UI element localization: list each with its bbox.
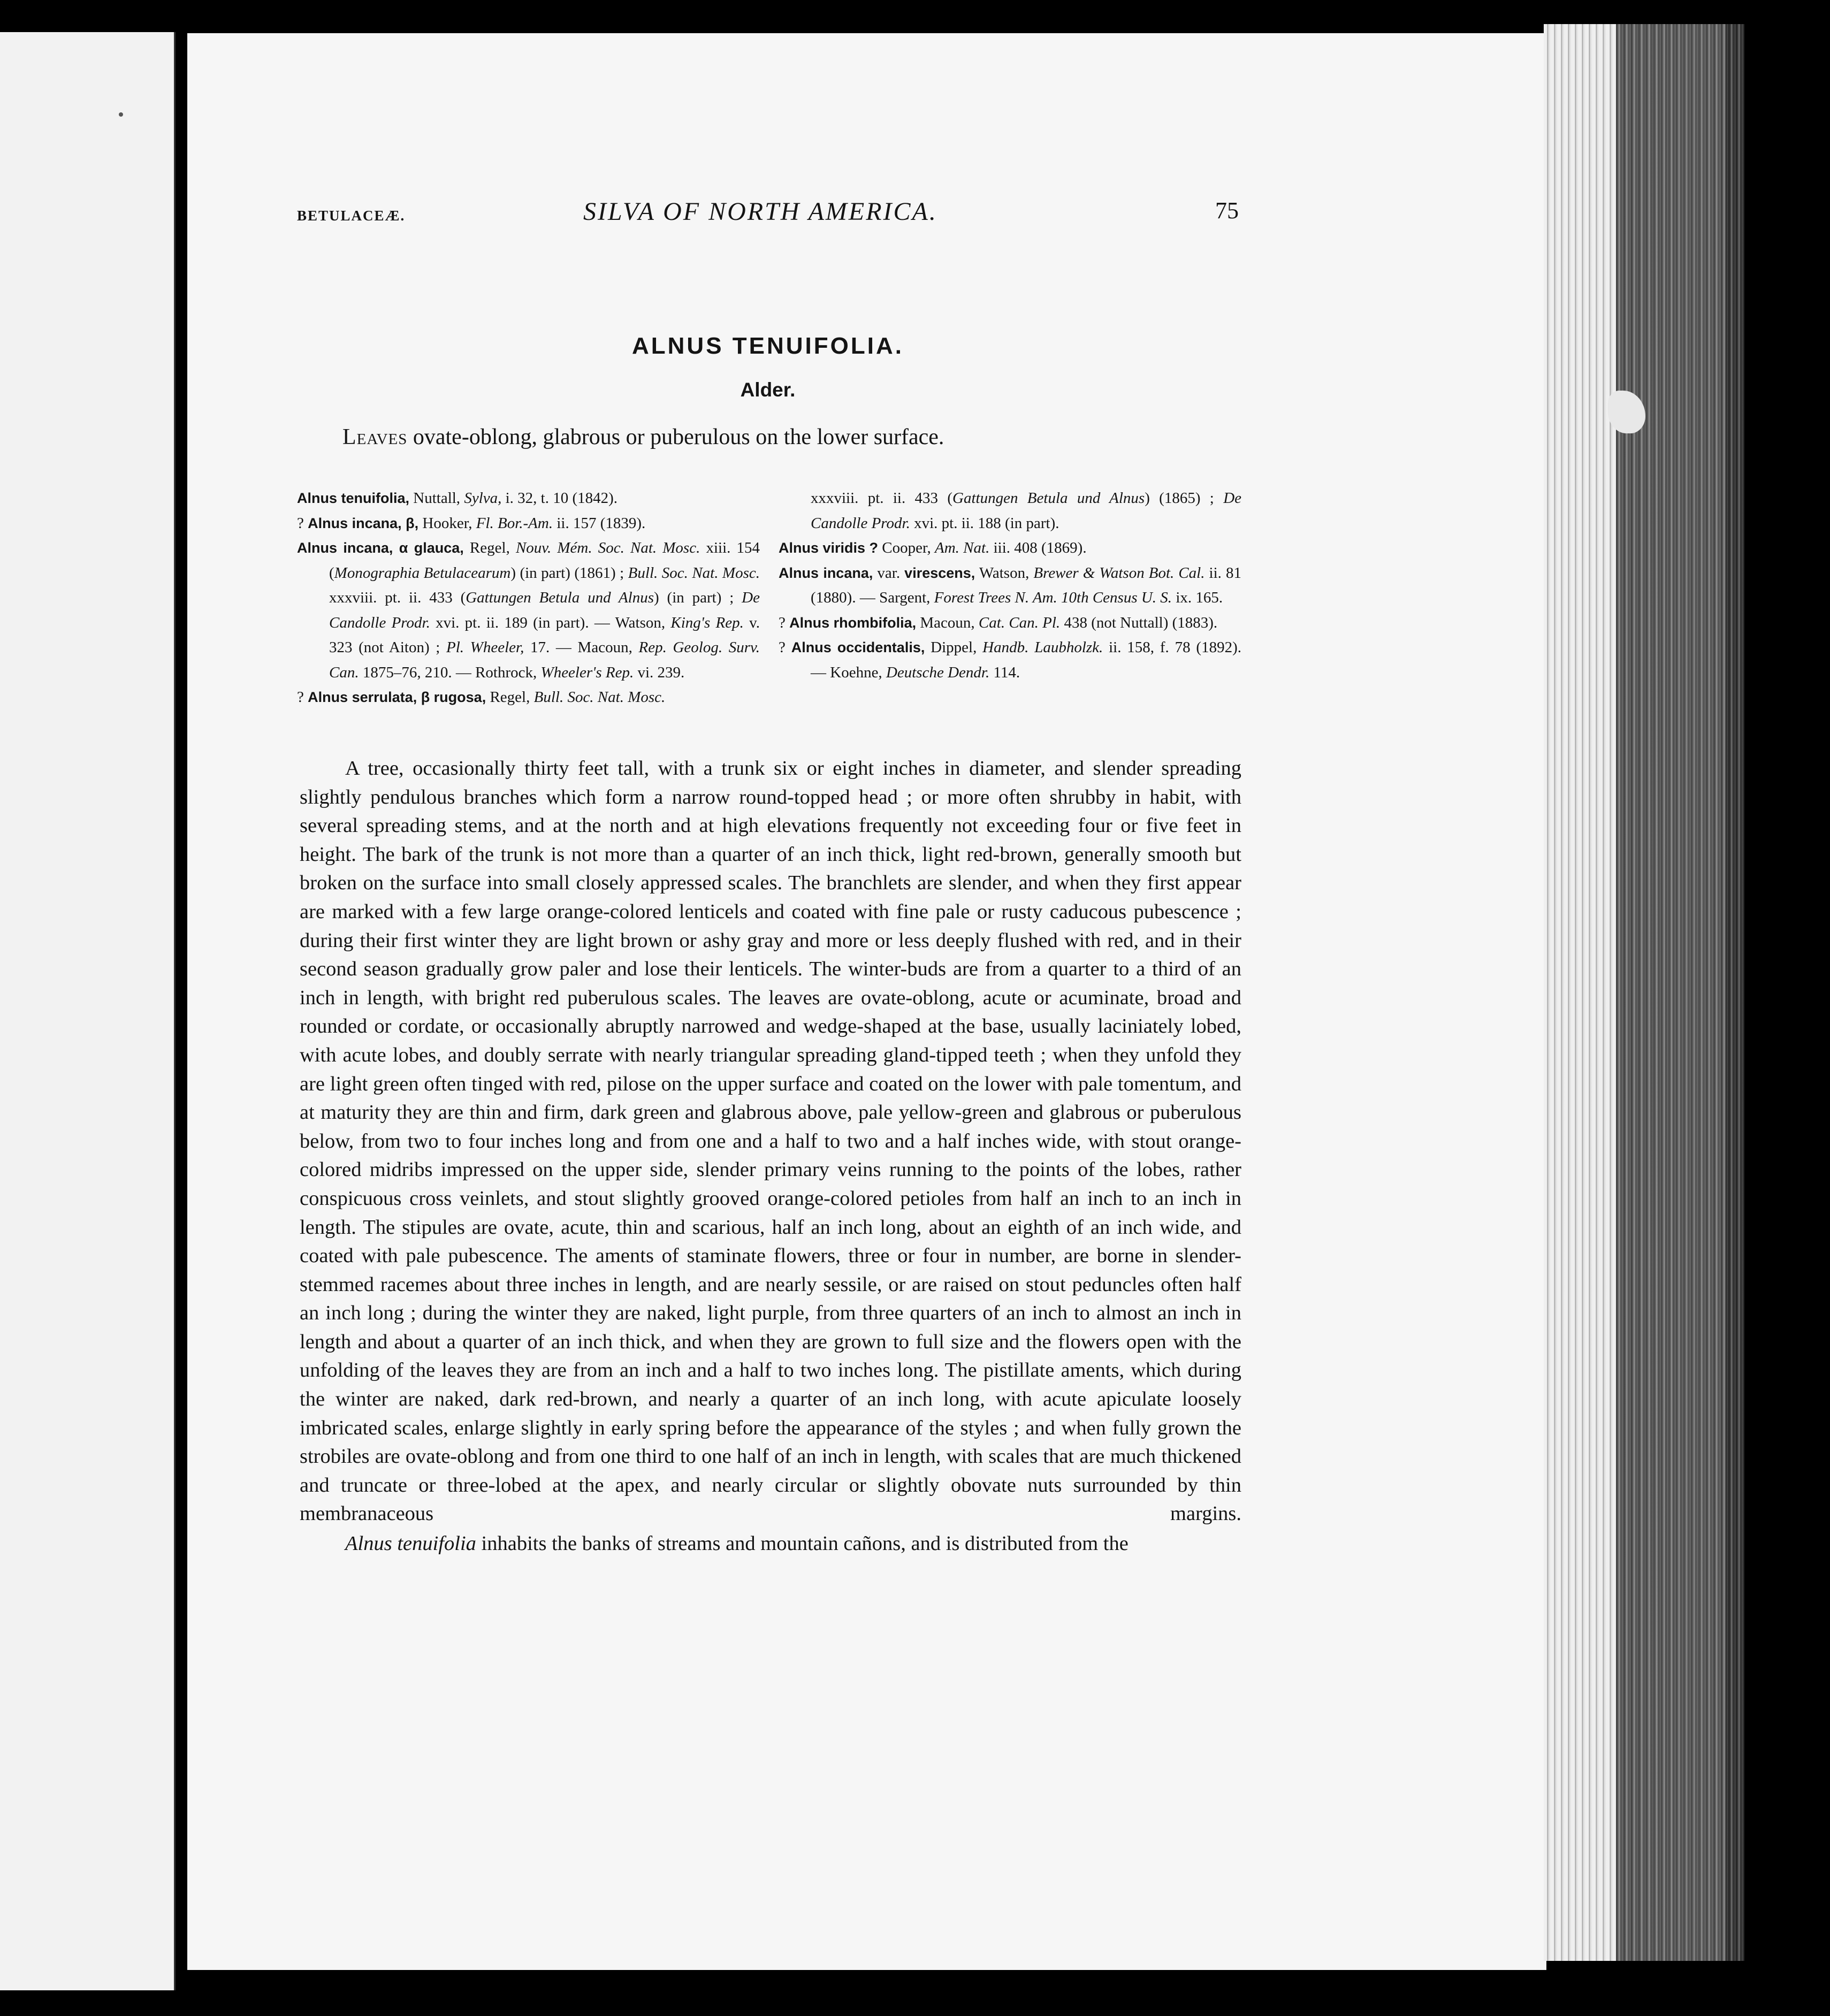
syn-ref: ) (in part) ; [654,589,742,606]
syn-ref: xiii. 154 ( [329,539,760,582]
syn-work: Fl. Bor.-Am. [476,514,553,532]
syn-work: Monographia Betulacearum [334,564,511,582]
syn-ref: xxxviii. pt. ii. 433 ( [329,589,466,606]
syn-ref: Nuttall, [409,490,464,507]
syn-query: ? [779,639,791,656]
facing-page-edge [0,32,176,1990]
syn-work: Nouv. Mém. Soc. Nat. Mosc. [515,539,700,556]
syn-ref: ii. 158, f. 78 (1892). — Koehne, [811,639,1241,681]
syn-ref: 17. — Macoun, [524,639,639,656]
syn-ref: v. 323 (not Aiton) ; [329,614,760,656]
syn-work: Deutsche Dendr. [886,663,990,681]
synonym-entry [779,635,1241,685]
species-name-italic: Alnus tenuifolia [345,1532,476,1555]
syn-work: Gattungen Betula und Alnus [466,589,654,606]
synonym-entry [779,561,1241,610]
synonym-entry [297,486,760,511]
page-speck [119,112,123,117]
syn-ref: Dippel, [925,639,983,656]
syn-query: ? [297,514,308,532]
syn-work: Am. Nat. [935,539,990,556]
syn-query: ? [779,614,790,631]
description-paragraph: A tree, occasionally thirty feet tall, with a trunk six or eight inches in diameter, and slender spreading slightly pendulous branches which form a narrow round-topped head ; or more often shrubby in habit, with several spreading stems, and at the north and at high elevations frequently not exceeding four or five feet in height. The bark of the trunk is not more than a quarter of an inch thick, light red-brown, generally smooth but broken on the surface into small closely appressed scales. The branchlets are slender, and when they first appear are marked with a few large orange-colored lenticels and coated with fine pale or rusty caducous pubescence ; during their first winter they are light brown or ashy gray and more or less deeply flushed with red, and in their second season gradually grow paler and lose their lenticels. The winter-buds are from a quarter to a third of an inch in length, with bright red puberulous scales. The leaves are ovate-oblong, acute or acuminate, broad and rounded or cordate, or occasionally abruptly narrowed and wedge-shaped at the base, usually laciniately lobed, with acute lobes, and doubly serrate with nearly triangular spreading gland-tipped teeth ; when they unfold they are light green often tinged with red, pilose on the upper surface and coated on the lower with pale tomentum, and at maturity they are thin and firm, dark green and glabrous above, pale yellow-green and glabrous or puberulous below, from two to four inches long and from one and a half to two and a half inches wide, with stout orange-colored midribs impressed on the upper side, slender primary veins running to the points of the lobes, rather conspicuous cross veinlets, and stout slightly grooved orange-colored petioles from half an inch to an inch in length. The stipules are ovate, acute, thin and scarious, half an inch long, about an eighth of an inch wide, and coated with pale pubescence. The aments of staminate flowers, three or four in number, are borne in slender-stemmed racemes about three inches in length, and are nearly sessile, or are raised on stout peduncles often half an inch long ; during the winter they are naked, light purple, from three quarters of an inch to almost an inch in length and about a quarter of an inch thick, and when they are grown to full size and the flowers open with the unfolding of the leaves they are from an inch and a half to two inches long. The pistillate aments, which during the winter are naked, dark red-brown, and nearly a quarter of an inch long, with acute apiculate loosely imbricated scales, enlarge slightly in early spring before the appearance of the styles ; and when fully grown the strobiles are ovate-oblong and from one third to one half of an inch in length, with scales that are much thickened and truncate or three-lobed at the apex, and nearly circular or slightly obovate nuts surrounded by thin membranaceous margins. [300,757,1241,1525]
syn-ref: ) (in part) (1861) ; [510,564,628,582]
syn-ref: ix. 165. [1172,589,1223,606]
syn-work: De Candolle Prodr. [811,490,1242,532]
syn-ref: iii. 408 (1869). [989,539,1087,556]
syn-ref: Regel, [463,539,516,556]
key-lead: Leaves [342,425,408,449]
synonymy-left-column [297,486,760,710]
running-head-family: BETULACEÆ. [297,208,406,224]
syn-work: Gattungen Betula und Alnus [952,490,1145,507]
synonym-entry [297,511,760,536]
distribution-paragraph [300,1530,1241,1559]
syn-ref: ii. 81 (1880). — Sargent, [811,564,1241,606]
syn-work: Wheeler's Rep. [540,663,634,681]
syn-ref: vi. 239. [634,663,685,681]
page-number: 75 [1215,197,1239,224]
species-title: ALNUS TENUIFOLIA. [632,333,904,359]
page-block-shadow [1616,24,1744,1961]
syn-ref: Regel, [486,689,534,706]
syn-work: Sylva, [464,490,502,507]
synonym-entry [779,536,1241,561]
syn-query: ? [297,689,308,706]
running-head [297,197,1239,229]
syn-work: Pl. Wheeler, [446,639,524,656]
syn-work: De Candolle Prodr. [329,589,760,631]
syn-ref: 438 (not Nuttall) (1883). [1060,614,1218,631]
syn-name: Alnus serrulata, β rugosa, [308,689,486,705]
syn-ref: 1875–76, 210. — Rothrock, [359,663,541,681]
syn-work: Cat. Can. Pl. [978,614,1061,631]
syn-work: Handb. Laubholzk. [982,639,1103,656]
running-head-title: SILVA OF NORTH AMERICA. [583,197,937,226]
synonym-entry [297,536,760,685]
syn-name: Alnus tenuifolia, [297,490,410,506]
syn-name: Alnus incana, α glauca, [297,540,464,556]
syn-ref: 114. [989,663,1020,681]
syn-name: Alnus rhombifolia, [789,614,917,631]
distribution-text: inhabits the banks of streams and mountain cañons, and is distributed from the [476,1532,1128,1555]
syn-name: Alnus occidentalis, [791,639,925,655]
syn-ref: Macoun, [916,614,979,631]
syn-ref: Cooper, [878,539,935,556]
syn-ref: xxxviii. pt. ii. 433 ( [811,490,953,507]
syn-work: King's Rep. [670,614,744,631]
common-name: Alder. [740,379,796,401]
syn-ref: xvi. pt. ii. 189 (in part). — Watson, [430,614,671,631]
syn-work: Brewer & Watson Bot. Cal. [1033,564,1205,582]
syn-name: Alnus incana, β, [308,515,419,531]
description-body [300,754,1241,1559]
syn-work: Forest Trees N. Am. 10th Census U. S. [934,589,1172,606]
syn-name: virescens, [904,564,975,581]
key-character [342,424,944,450]
syn-ref: xvi. pt. ii. 188 (in part). [910,514,1059,532]
key-text: ovate-oblong, glabrous or puberulous on the lower surface. [407,425,944,449]
syn-ref: Watson, [975,564,1034,582]
syn-work: Rep. Geolog. Surv. Can. [329,639,760,681]
syn-ref: var. [873,564,905,582]
syn-name: Alnus viridis ? [779,540,879,556]
syn-work: Bull. Soc. Nat. Mosc. [628,564,760,582]
synonymy-right-column [779,486,1241,685]
syn-ref: Hooker, [418,514,476,532]
syn-ref: ii. 157 (1839). [553,514,646,532]
synonym-entry [297,685,760,710]
syn-ref: ) (1865) ; [1145,490,1224,507]
syn-ref: i. 32, t. 10 (1842). [501,490,618,507]
syn-name: Alnus incana, [779,564,873,581]
syn-work: Bull. Soc. Nat. Mosc. [533,689,666,706]
synonym-entry [779,610,1241,636]
synonym-continuation [779,486,1241,536]
